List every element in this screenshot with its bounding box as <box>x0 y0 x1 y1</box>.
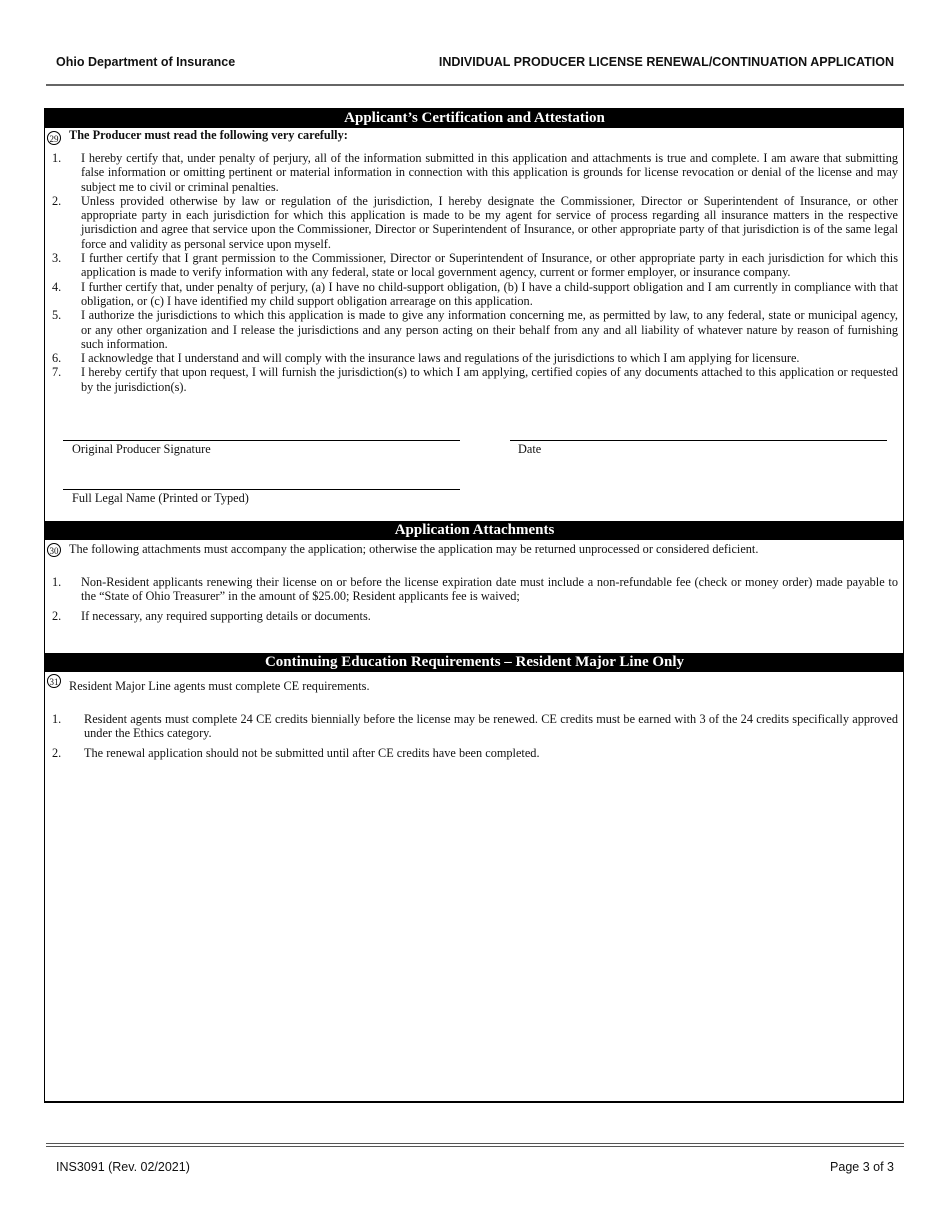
ce-intro: Resident Major Line agents must complete CE requirements. <box>69 679 370 693</box>
item-number-29: 29 <box>47 131 61 145</box>
list-item: 2. Unless provided otherwise by law or regulation of the jurisdiction, I hereby designate the Commissioner, Director or Superintendent of Insurance, or other appropriate party in each jurisdiction for which this application is made to be my agent for service of process regarding all insurance matters in the respective jurisdiction and agree that service upon the Commissioner, Director or Superintendent of Insurance, or other appropriate party of that jurisdiction is of the same legal force and validity as personal service upon myself. <box>52 193 898 251</box>
certification-heading: Applicant’s Certification and Attestation <box>45 109 904 128</box>
date-label: Date <box>518 442 542 456</box>
item-number-31: 31 <box>47 674 61 688</box>
form-title: INDIVIDUAL PRODUCER LICENSE RENEWAL/CONTINUATION APPLICATION <box>438 55 894 69</box>
list-item: 1. Resident agents must complete 24 CE credits biennially before the license may be renewed. CE credits must be earned with 3 of the 24 credits specifically approved under the Ethics category. <box>52 712 898 741</box>
list-item: 2. The renewal application should not be submitted until after CE credits have been completed. <box>52 745 540 760</box>
list-item: 5. I authorize the jurisdictions to which this application is made to give any information concerning me, as permitted by law, to any federal, state or municipal agency, or any other organization and I release the jurisdictions and any person acting on their behalf from any and all liability of whatever nature by reason of furnishing such information. <box>52 308 898 351</box>
form-id: INS3091 (Rev. 02/2021) <box>56 1160 190 1174</box>
agency-name: Ohio Department of Insurance <box>56 55 236 69</box>
ce-list <box>52 712 898 760</box>
page-number: Page 3 of 3 <box>830 1160 894 1174</box>
ce-heading: Continuing Education Requirements – Resident Major Line Only <box>45 653 904 672</box>
signature-field[interactable] <box>63 440 460 441</box>
certification-intro: The Producer must read the following very carefully: <box>69 128 348 142</box>
footer-divider <box>46 1143 904 1147</box>
date-field[interactable] <box>510 440 887 441</box>
full-name-field[interactable] <box>63 489 460 490</box>
item-number-30: 30 <box>47 543 61 557</box>
attachments-intro: The following attachments must accompany the application; otherwise the application may be returned unprocessed or considered deficient. <box>69 542 759 556</box>
list-item: 1. I hereby certify that, under penalty of perjury, all of the information submitted in this application and attachments is true and complete. I am aware that submitting false information or omitting pertinent or material information in connection with this application is grounds for license revocation or denial of the license and may subject me to civil or criminal penalties. <box>52 151 898 194</box>
list-item: 7. I hereby certify that upon request, I will furnish the jurisdiction(s) to which I am applying, certified copies of any documents attached to this application or requested by the jurisdiction(s). <box>52 365 898 394</box>
attachments-list <box>52 575 898 623</box>
signature-label: Original Producer Signature <box>72 442 211 456</box>
certification-list <box>52 151 898 394</box>
list-item: 3. I further certify that I grant permission to the Commissioner, Director or Superintendent of Insurance, or other appropriate party in each jurisdiction for which this application is made to verify information with any federal, state or local government agency, current or former employer, or insurance company. <box>52 251 898 280</box>
list-item: 1. Non-Resident applicants renewing their license on or before the license expiration date must include a non-refundable fee (check or money order) made payable to the “State of Ohio Treasurer” in the amount of $25.00; Resident applicants fee is waived; <box>52 575 898 604</box>
list-item: 4. I further certify that, under penalty of perjury, (a) I have no child-support obligation, (b) I have a child-support obligation and I am currently in compliance with that obligation, or (c) I have identified my child support obligation arrearage on this application. <box>52 279 898 308</box>
attachments-heading: Application Attachments <box>45 521 904 540</box>
full-name-label: Full Legal Name (Printed or Typed) <box>72 491 249 505</box>
list-item: 6. I acknowledge that I understand and will comply with the insurance laws and regulations of the jurisdictions to which I am applying for licensure. <box>52 351 800 366</box>
list-item: 2. If necessary, any required supporting details or documents. <box>52 608 371 623</box>
header-divider <box>46 84 904 86</box>
